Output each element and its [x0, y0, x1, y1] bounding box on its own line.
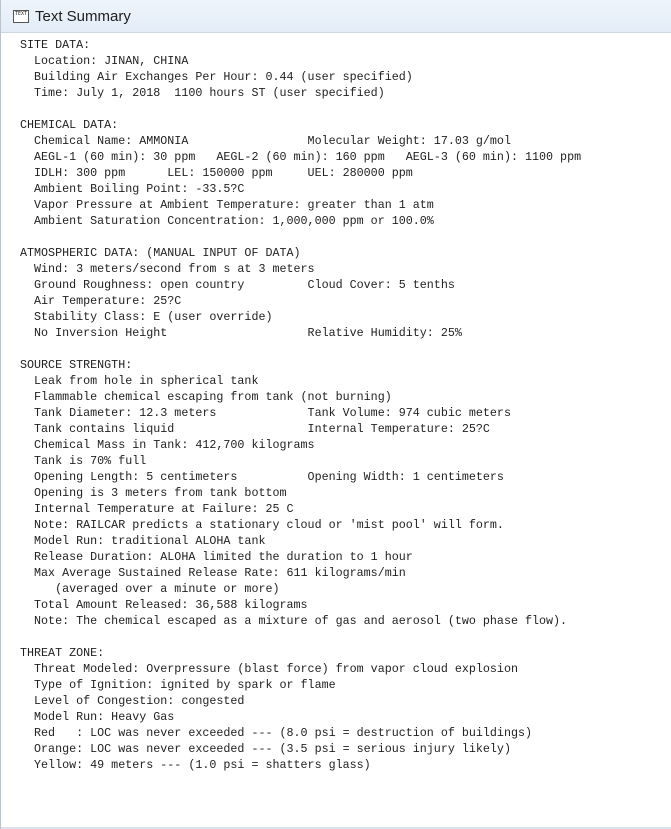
summary-line — [20, 229, 671, 245]
summary-line: IDLH: 300 ppm LEL: 150000 ppm UEL: 280000 ppm — [20, 166, 413, 180]
summary-line: Tank Diameter: 12.3 meters Tank Volume: 974 cubic meters — [20, 406, 511, 420]
summary-line: Total Amount Released: 36,588 kilograms — [20, 598, 308, 612]
summary-line — [20, 629, 671, 645]
summary-line: Stability Class: E (user override) — [20, 310, 273, 324]
summary-line: ATMOSPHERIC DATA: (MANUAL INPUT OF DATA) — [20, 246, 301, 260]
summary-line: Building Air Exchanges Per Hour: 0.44 (user specified) — [20, 70, 413, 84]
summary-line: Flammable chemical escaping from tank (not burning) — [20, 390, 392, 404]
summary-line: Note: RAILCAR predicts a stationary cloud or 'mist pool' will form. — [20, 518, 504, 532]
summary-line: (averaged over a minute or more) — [20, 582, 280, 596]
summary-line: CHEMICAL DATA: — [20, 118, 119, 132]
summary-line: Wind: 3 meters/second from s at 3 meters — [20, 262, 315, 276]
title-bar[interactable] — [1, 0, 671, 33]
summary-line: Air Temperature: 25?C — [20, 294, 182, 308]
summary-line: Model Run: traditional ALOHA tank — [20, 534, 266, 548]
summary-line: Level of Congestion: congested — [20, 694, 245, 708]
summary-line: Internal Temperature at Failure: 25 C — [20, 502, 294, 516]
summary-line: Tank is 70% full — [20, 454, 147, 468]
summary-line: Opening Length: 5 centimeters Opening Width: 1 centimeters — [20, 470, 504, 484]
window-title: Text Summary — [35, 7, 131, 25]
summary-line: Ambient Saturation Concentration: 1,000,000 ppm or 100.0% — [20, 214, 434, 228]
summary-line: Chemical Mass in Tank: 412,700 kilograms — [20, 438, 315, 452]
summary-line: Yellow: 49 meters --- (1.0 psi = shatters glass) — [20, 758, 371, 772]
summary-line: Threat Modeled: Overpressure (blast force) from vapor cloud explosion — [20, 662, 518, 676]
text-document-icon: TEXT — [13, 10, 29, 23]
summary-text — [1, 33, 671, 773]
summary-line: Leak from hole in spherical tank — [20, 374, 259, 388]
summary-line: Tank contains liquid Internal Temperature: 25?C — [20, 422, 490, 436]
summary-line: Time: July 1, 2018 1100 hours ST (user specified) — [20, 86, 385, 100]
summary-line: Max Average Sustained Release Rate: 611 kilograms/min — [20, 566, 406, 580]
summary-line — [20, 341, 671, 357]
summary-line: Location: JINAN, CHINA — [20, 54, 189, 68]
summary-line — [20, 101, 671, 117]
summary-text-area[interactable] — [1, 33, 671, 829]
summary-line: AEGL-1 (60 min): 30 ppm AEGL-2 (60 min): 160 ppm AEGL-3 (60 min): 1100 ppm — [20, 150, 582, 164]
summary-line: Red : LOC was never exceeded --- (8.0 psi = destruction of buildings) — [20, 726, 532, 740]
summary-line: Ambient Boiling Point: -33.5?C — [20, 182, 245, 196]
summary-line: Ground Roughness: open country Cloud Cover: 5 tenths — [20, 278, 455, 292]
summary-line: Opening is 3 meters from tank bottom — [20, 486, 287, 500]
summary-line: Release Duration: ALOHA limited the duration to 1 hour — [20, 550, 413, 564]
summary-line: SITE DATA: — [20, 38, 91, 52]
summary-line: SOURCE STRENGTH: — [20, 358, 133, 372]
summary-line: No Inversion Height Relative Humidity: 25% — [20, 326, 462, 340]
summary-line: Model Run: Heavy Gas — [20, 710, 175, 724]
summary-line: Type of Ignition: ignited by spark or flame — [20, 678, 336, 692]
summary-line: Note: The chemical escaped as a mixture of gas and aerosol (two phase flow). — [20, 614, 568, 628]
summary-line: Orange: LOC was never exceeded --- (3.5 psi = serious injury likely) — [20, 742, 511, 756]
summary-line: Vapor Pressure at Ambient Temperature: greater than 1 atm — [20, 198, 434, 212]
summary-line: Chemical Name: AMMONIA Molecular Weight: 17.03 g/mol — [20, 134, 511, 148]
summary-line: THREAT ZONE: — [20, 646, 105, 660]
